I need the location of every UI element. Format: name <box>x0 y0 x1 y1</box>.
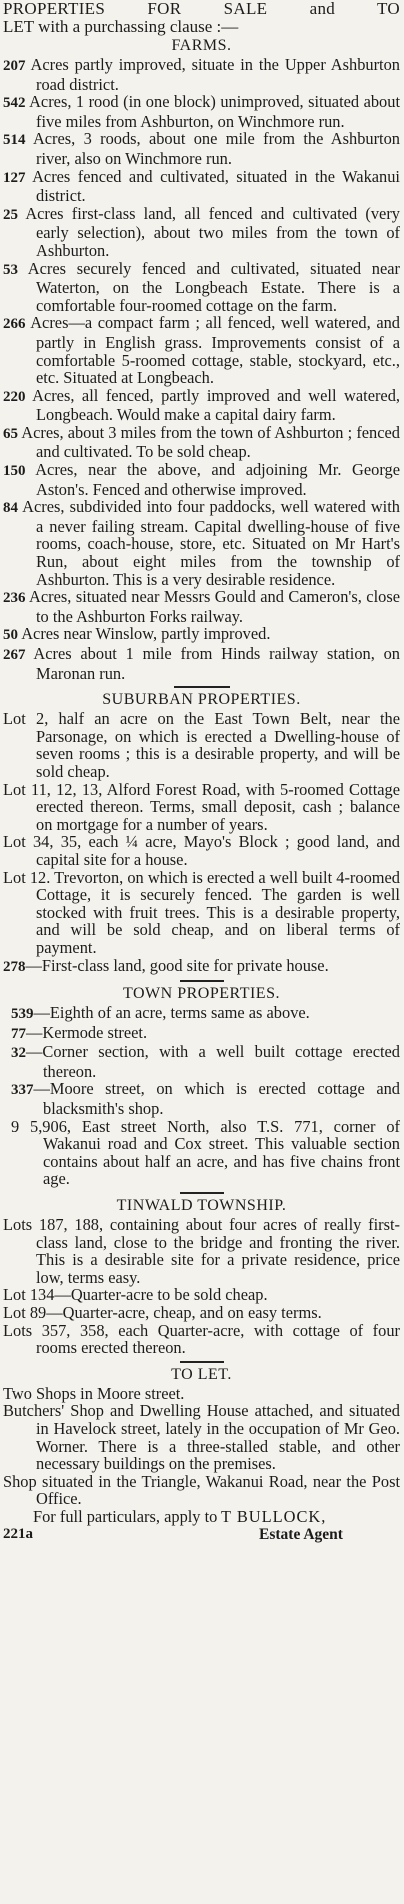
list-item <box>3 1080 400 1117</box>
suburban-list <box>3 710 400 976</box>
section-title-farms: FARMS. <box>171 37 232 54</box>
item-text: Acres, about 3 miles from the town of Ashburton ; fenced and cultivated. To be sold cheap. <box>21 422 400 462</box>
item-number: 150 <box>3 463 26 480</box>
list-item <box>3 498 400 588</box>
item-number: 127 <box>3 169 26 186</box>
item-text: Alford Forest Road, with 5-roomed Cottage erected thereon. Terms, small deposit, cash ; balance on mortgage for a number of years. <box>36 779 400 834</box>
to-let-list <box>3 1385 400 1508</box>
list-item <box>3 869 400 957</box>
section-title-tinwald: TINWALD TOWNSHIP. <box>116 1197 287 1215</box>
town-list <box>3 1004 400 1188</box>
list-item <box>3 1322 400 1357</box>
item-number: 77 <box>11 1025 26 1042</box>
section-title-to-let: TO LET. <box>171 1365 232 1383</box>
list-item <box>3 461 400 498</box>
list-item <box>3 781 400 834</box>
item-number: Lot 34, 35, <box>3 832 82 852</box>
list-item <box>3 314 400 386</box>
list-item <box>3 424 400 461</box>
list-item <box>3 205 400 260</box>
footer-signature <box>3 1526 400 1544</box>
item-number: 207 <box>3 58 26 74</box>
item-text: Two Shops in Moore street. <box>3 1383 185 1403</box>
item-text: Acres first-class land, all fenced and cultivated (very early selection), about two miles from the town of Ashburton. <box>25 203 400 260</box>
item-number: 220 <box>3 388 26 405</box>
item-number: 337 <box>11 1082 34 1099</box>
list-item <box>3 645 400 682</box>
item-number: Lot 11, 12, 13, <box>3 779 103 799</box>
item-text: Acres, all fenced, partly improved and well watered, Longbeach. Would make a capital dairy farm. <box>32 385 400 425</box>
list-item <box>3 625 400 645</box>
item-number: 539 <box>11 1006 34 1023</box>
list-item <box>3 1385 400 1403</box>
item-text: Acres partly improved, situate in the Upper Ashburton road district. <box>30 55 400 94</box>
list-item <box>3 1118 400 1188</box>
list-item <box>3 260 400 315</box>
item-number: Lots 187, 188, <box>3 1215 104 1235</box>
section-divider <box>180 1361 224 1363</box>
item-number: 25 <box>3 206 18 223</box>
item-text: —Corner section, with a well built cottage erected thereon. <box>26 1042 400 1081</box>
item-number: 266 <box>3 316 26 333</box>
item-number: Lot 89 <box>3 1303 47 1322</box>
list-item <box>3 1304 400 1322</box>
list-item <box>3 1004 400 1024</box>
item-number: 542 <box>3 95 26 112</box>
page-subtitle: LET with a purchassing clause :— <box>3 17 239 36</box>
item-number: Lot 134 <box>3 1285 55 1305</box>
list-item <box>3 168 400 205</box>
tinwald-list <box>3 1216 400 1357</box>
agent-name: T BULLOCK, <box>221 1506 327 1526</box>
item-number: Lot 12. <box>3 867 51 887</box>
item-number: Lots 357, 358, <box>3 1320 109 1340</box>
section-title-town: TOWN PROPERTIES. <box>123 985 280 1003</box>
particulars-text: For full particulars, apply to <box>33 1506 218 1526</box>
agent-title: Estate Agent <box>259 1525 343 1543</box>
item-text: —Quarter-acre, cheap, and on easy terms. <box>46 1303 322 1322</box>
list-item <box>3 130 400 167</box>
item-text: Acres, 1 rood (in one block) unimproved, situated about five miles from Ashburton, on Winchmore run. <box>29 92 400 131</box>
item-text: containing about four acres of really first-class land, close to the bridge and fronting the river. This is a desirable site for a private residence, price low, terms easy. <box>36 1215 401 1287</box>
item-text: each Quarter-acre, with cottage of four rooms erected thereon. <box>36 1320 400 1358</box>
item-text: Acres, near the above, and adjoining Mr. George Aston's. Fenced and otherwise improved. <box>35 460 400 499</box>
item-text: Acres securely fenced and cultivated, situated near Waterton, on the Longbeach Estate. There is a comfortable four-roomed cottage on the farm. <box>27 258 400 315</box>
item-number: 514 <box>3 132 26 149</box>
list-item <box>3 1473 400 1508</box>
item-text: Acres about 1 mile from Hinds railway station, on Maronan run. <box>33 644 400 683</box>
item-number: Lot 2, <box>3 709 49 729</box>
list-item <box>3 1024 400 1044</box>
list-item <box>3 1043 400 1080</box>
farms-list <box>3 56 400 682</box>
item-text: —Moore street, on which is erected cottage and blacksmith's shop. <box>33 1079 400 1119</box>
section-divider <box>180 1192 224 1194</box>
item-text: East street North, also T.S. 771, corner of Wakanui road and Cox street. This valuable section contains about half an acre, and has five chains front age. <box>43 1116 400 1189</box>
item-text: Shop situated in the Triangle, Wakanui Road, near the Post Office. <box>3 1471 400 1509</box>
item-number: 236 <box>3 590 26 607</box>
section-title-suburban: SUBURBAN PROPERTIES. <box>102 691 301 709</box>
item-number: 267 <box>3 647 26 663</box>
item-number: 84 <box>3 500 18 517</box>
list-item <box>3 588 400 625</box>
list-item <box>3 387 400 424</box>
list-item <box>3 93 400 130</box>
item-text: Acres near Winslow, partly improved. <box>21 624 271 644</box>
item-number: 32 <box>11 1045 26 1062</box>
list-item <box>3 957 400 977</box>
item-number: 278 <box>3 958 26 975</box>
list-item <box>3 1402 400 1472</box>
item-text: Acres fenced and cultivated, situated in the Wakanui district. <box>32 166 400 206</box>
section-divider <box>180 980 224 982</box>
item-text: Acres—a compact farm ; all fenced, well watered, and partly in English grass. Improvements consist of a comfortable 5-roomed cottage, stable, stockyard, etc., etc. Situated at Longbeach. <box>30 313 400 388</box>
list-item <box>3 710 400 780</box>
footer-contact <box>3 1508 400 1526</box>
ad-code: 221a <box>3 1525 33 1542</box>
item-text: —Kermode street. <box>26 1022 148 1042</box>
item-number: 53 <box>3 261 18 278</box>
list-item <box>3 1216 400 1286</box>
item-text: each ¼ acre, Mayo's Block ; good land, and capital site for a house. <box>36 832 400 869</box>
item-text: Butchers' Shop and Dwelling House attached, and situated in Havelock street, lately in the occupation of Mr Geo. Worner. There is a three-stalled stable, and other necessary buildings on the premises. <box>3 1401 400 1474</box>
item-text: —First-class land, good site for private house. <box>25 955 329 975</box>
list-item <box>3 56 400 93</box>
item-text: Acres, 3 roods, about one mile from the Ashburton river, also on Winchmore run. <box>32 129 400 168</box>
item-number: 9 5,906, <box>11 1116 71 1136</box>
item-text: Acres, situated near Messrs Gould and Cameron's, close to the Ashburton Forks railway. <box>29 587 400 626</box>
item-number: 65 <box>3 425 18 442</box>
item-text: half an acre on the East Town Belt, near the Parsonage, on which is erected a Dwelling-house of seven rooms ; this is a desirable property, and will be sold cheap. <box>36 709 400 781</box>
item-number: 50 <box>3 627 18 644</box>
item-text: —Quarter-acre to be sold cheap. <box>54 1285 268 1305</box>
item-text: —Eighth of an acre, terms same as above. <box>33 1003 310 1023</box>
item-text: Trevorton, on which is erected a well built 4-roomed Cottage, it is securely fenced. The garden is well stocked with fruit trees. This is a desirable property, and will be sold cheap, and on liberal terms of payment. <box>36 867 400 957</box>
list-item <box>3 1286 400 1304</box>
item-text: Acres, subdivided into four paddocks, well watered with a never failing stream. Capital dwelling-house of five rooms, coach-house, store, etc. Situated on Mr Hart's Run, about eight miles from the township of Ashburton. This is a very desirable residence. <box>22 497 400 589</box>
page-title: PROPERTIES FOR SALE and TO <box>3 0 400 18</box>
list-item <box>3 833 400 868</box>
section-divider <box>174 686 230 688</box>
